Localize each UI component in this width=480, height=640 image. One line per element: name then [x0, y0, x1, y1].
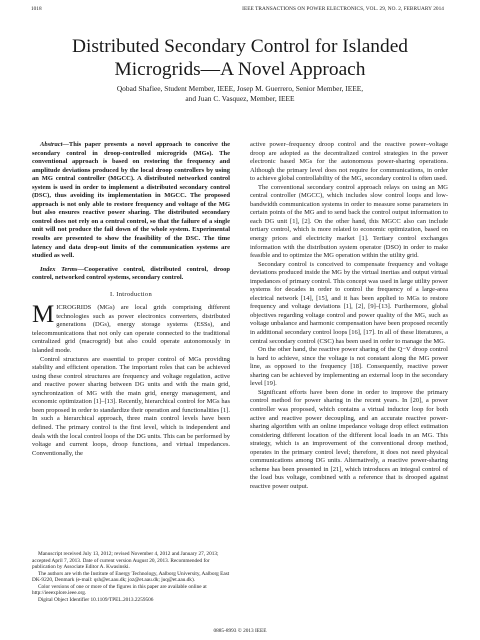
page-number: 1018 — [31, 6, 42, 12]
index-terms-text: Cooperative control, distributed control, droop control, networked control systems, secondary control. — [32, 265, 230, 282]
body-paragraph-5: Significant efforts have been done in order to improve the primary control method for power sharing in the recent years. In [20], a power controller was proposed, which contains a virtual inductor loop for both active and reactive power decoupling, and an accurate reactive power-sharing algorithm with an online impedance voltage drop effect estimation considering different location of the different local loads in an MG. This strategy, which is an improvement of the conventional droop method, operates in the primary control level; therefore, it does not need physical communications among DG units. Alternatively, a reactive power-sharing scheme has been presented in [21], which introduces an integral control of the load bus voltage, combined with a reference that is drooped against reactive power output. — [250, 388, 448, 490]
authors-line-2: and Juan C. Vasquez, Member, IEEE — [185, 94, 295, 103]
title-line-1: Distributed Secondary Control for Islanded — [71, 36, 409, 57]
authors-line-1: Qobad Shafiee, Student Member, IEEE, Josep M. Guerrero, Senior Member, IEEE, — [116, 84, 364, 93]
index-terms — [32, 266, 230, 283]
drop-cap: M — [32, 301, 55, 329]
intro-first-word: ICROGRIDS — [56, 304, 92, 312]
body-paragraph-4: On the other hand, the reactive power sharing of the Q−V droop control is hard to achieve, since the voltage is not constant along the MG power line, as opposed to the frequency [18]. Consequently, reactive power sharing can be achieved by implementing an external loop in the secondary level [19]. — [250, 346, 448, 388]
footnote-authors: The authors are with the Institute of Energy Technology, Aalborg University, Aalborg East DK-9220, Denmark (e-mail: qsh@et.aau.dk; joz@et.aau.dk; juq@et.aau.dk). — [32, 570, 230, 583]
abstract-label: Abstract— — [40, 141, 69, 148]
abstract — [32, 141, 230, 261]
intro-text-1: (MGs) are local grids comprising different technologies such as power electronics converters, distributed generations (DGs), energy storage systems (ESSs), and telecommunications that not only can operate connected to the traditional centralized grid (macrogrid) but also could operate autonomously in islanded mode. — [32, 304, 230, 355]
section-heading: I. Introduction — [109, 290, 153, 298]
abstract-text: This paper presents a novel approach to conceive the secondary control in droop-controlled microgrids (MGs). The conventional approach is based on restoring the frequency and amplitude deviations produced by the local droop controllers by using an MG central controller (MGCC). A distributed networked control system is used in order to implement a distributed secondary control (DSC), thus avoiding its implementation in MGCC. The proposed approach is not only able to restore frequency and voltage of the MG but also ensures reactive power sharing. The distributed secondary control does not rely on a central control, so that the failure of a single unit will not produce the fail down of the whole system. Experimental results are presented to show the feasibility of the DSC. The time latency and data drop-out limits of the communication systems are studied as well. — [32, 141, 230, 260]
footnote-doi: Digital Object Identifier 10.1109/TPEL.2013.2259506 — [38, 596, 154, 603]
footnotes — [32, 551, 230, 603]
paper-title — [0, 35, 480, 81]
body-paragraph-2: The conventional secondary control approach relays on using an MG central controller (MGCC), which includes slow control loops and low-bandwidth communication systems in order to measure some parameters in certain points of the MG and to send back the control output information to each DG unit [1], [2]. On the other hand, this MGCC also can include tertiary control, which is more related to economic optimization, based on energy prices and electricity market [1]. Tertiary control exchanges information with the distribution system operator (DSO) in order to make feasible and to optimize the MG operation within the utility grid. — [250, 183, 448, 260]
index-terms-label: Index Terms— — [40, 265, 84, 273]
body-paragraph-3: Secondary control is conceived to compensate frequency and voltage deviations produced inside the MG by the virtual inertias and output virtual impedances of primary control. This concept was used in large utility power systems for decades in order to control the frequency of a large-area electrical network [14], [15], and it has been applied to MGs to restore frequency and voltage deviations [1], [2], [9]–[13]. Furthermore, global objectives regarding voltage control and power quality of the MG, such as voltage unbalance and harmonic compensation have been proposed recently in additional secondary control loops [16], [17]. In all of these literatures, a central secondary control (CSC) has been used in order to manage the MG. — [250, 260, 448, 345]
title-line-2: Microgrids—A Novel Approach — [114, 59, 366, 80]
right-column — [250, 141, 448, 491]
intro-paragraph-1 — [32, 301, 230, 355]
left-column — [32, 141, 230, 458]
running-header: IEEE TRANSACTIONS ON POWER ELECTRONICS, VOL. 29, NO. 2, FEBRUARY 2014 — [242, 6, 444, 12]
footnote-manuscript: Manuscript received July 13, 2012; revised November 4, 2012 and January 27, 2013; accepted April 7, 2013. Date of current version August 20, 2013. Recommended for publication by Associate Editor A. Kwasinski. — [32, 551, 219, 570]
body-paragraph-1: active power–frequency droop control and the reactive power–voltage droop are adopted as the decentralized control strategies in the power electronic based MGs for the autonomous power-sharing operations. Although the primary level does not require for communications, in order to achieve global controllability of the MG, secondary control is often used. — [250, 141, 448, 183]
footnote-color: Color versions of one or more of the figures in this paper are available online at http://ieeexplore.ieee.org. — [32, 583, 207, 596]
copyright-footer: 0885-8993 © 2013 IEEE — [213, 628, 267, 634]
author-list — [0, 84, 480, 104]
intro-paragraph-2: Control structures are essential to proper control of MGs providing stability and efficient operation. The important roles that can be achieved using these control structures are frequency and voltage regulation, active and reactive power sharing between DG units and with the main grid, synchronization of MG with the main grid, energy management, and economic optimization [1]–[13]. Recently, hierarchical control for MGs has been proposed in order to standardize their operation and functionalities [1]. In such a hierarchical approach, three main control levels have been defined. The primary control is the first level, which is independent and deals with the local control loops of the DG units. This can be performed by voltage and current loops, droop functions, and virtual impedances. Conventionally, the — [32, 355, 231, 457]
